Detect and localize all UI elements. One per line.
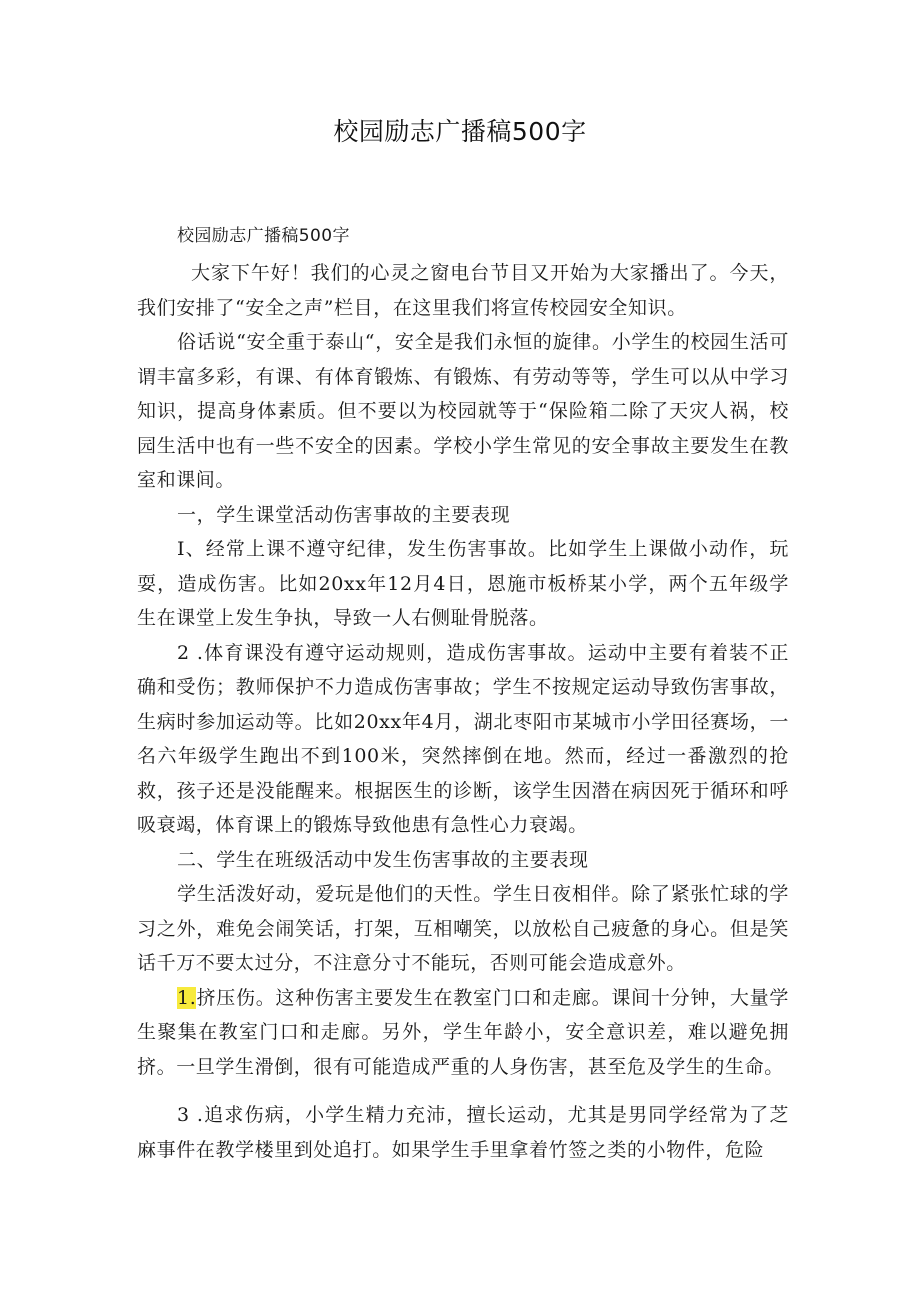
document-subtitle: 校园励志广播稿500字 bbox=[177, 226, 350, 246]
paragraph-crush-injury bbox=[137, 981, 789, 1085]
section-heading-1: 一，学生课堂活动伤害事故的主要表现 bbox=[177, 503, 511, 526]
paragraph-proverb: 俗话说“安全重于泰山“，安全是我们永恒的旋律。小学生的校园生活可谓丰富多彩，有课、有体育锻炼、有锻炼、有劳动等等，学生可以从中学习知识，提高身体素质。但不要以为校园就等于“保险箱二除了天灾人祸，校园生活中也有一些不安全的因素。学校小学生常见的安全事故主要发生在教室和课间。 bbox=[137, 331, 789, 491]
paragraph-greeting: 大家下午好！我们的心灵之窗电台节目又开始为大家播出了。今天，我们安排了“安全之声”栏目，在这里我们将宣传校园安全知识。 bbox=[137, 262, 789, 319]
section-heading-2: 二、学生在班级活动中发生伤害事故的主要表现 bbox=[177, 848, 589, 871]
document-body bbox=[137, 222, 789, 1167]
document-title: 校园励志广播稿500字 bbox=[333, 117, 587, 146]
paragraph-discipline: I、经常上课不遵守纪律，发生伤害事故。比如学生上课做小动作，玩耍，造成伤害。比如20xx年12月4日，恩施市板桥某小学，两个五年级学生在课堂上发生争执，导致一人右侧耻骨脱落。 bbox=[137, 538, 789, 629]
paragraph-playful: 学生活泼好动，爱玩是他们的天性。学生日夜相伴。除了紧张忙球的学习之外，难免会闹笑话，打架，互相嘲笑，以放松自己疲惫的身心。但是笑话千万不要太过分，不注意分寸不能玩，否则可能会造成意外。 bbox=[137, 883, 789, 974]
paragraph-chasing: 3 .追求伤病，小学生精力充沛，擅长运动，尤其是男同学经常为了芝麻事件在教学楼里到处追打。如果学生手里拿着竹签之类的小物件，危险 bbox=[137, 1104, 789, 1161]
paragraph-pe-class: 2 .体育课没有遵守运动规则，造成伤害事故。运动中主要有着装不正确和受伤；教师保护不力造成伤害事故；学生不按规定运动导致伤害事故，生病时参加运动等。比如20xx年4月，湖北枣阳市某城市小学田径赛场，一名六年级学生跑出不到100米，突然摔倒在地。然而，经过一番激烈的抢救，孩子还是没能醒来。根据医生的诊断，该学生因潜在病因死于循环和呼吸衰竭，体育课上的锻炼导致他患有急性心力衰竭。 bbox=[137, 641, 789, 836]
crush-injury-text: 挤压伤。这种伤害主要发生在教室门口和走廊。课间十分钟，大量学生聚集在教室门口和走廊。另外，学生年龄小，安全意识差，难以避免拥挤。一旦学生滑倒，很有可能造成严重的人身伤害，甚至危及学生的生命。 bbox=[137, 986, 789, 1078]
highlight-marker: 1. bbox=[177, 986, 197, 1009]
